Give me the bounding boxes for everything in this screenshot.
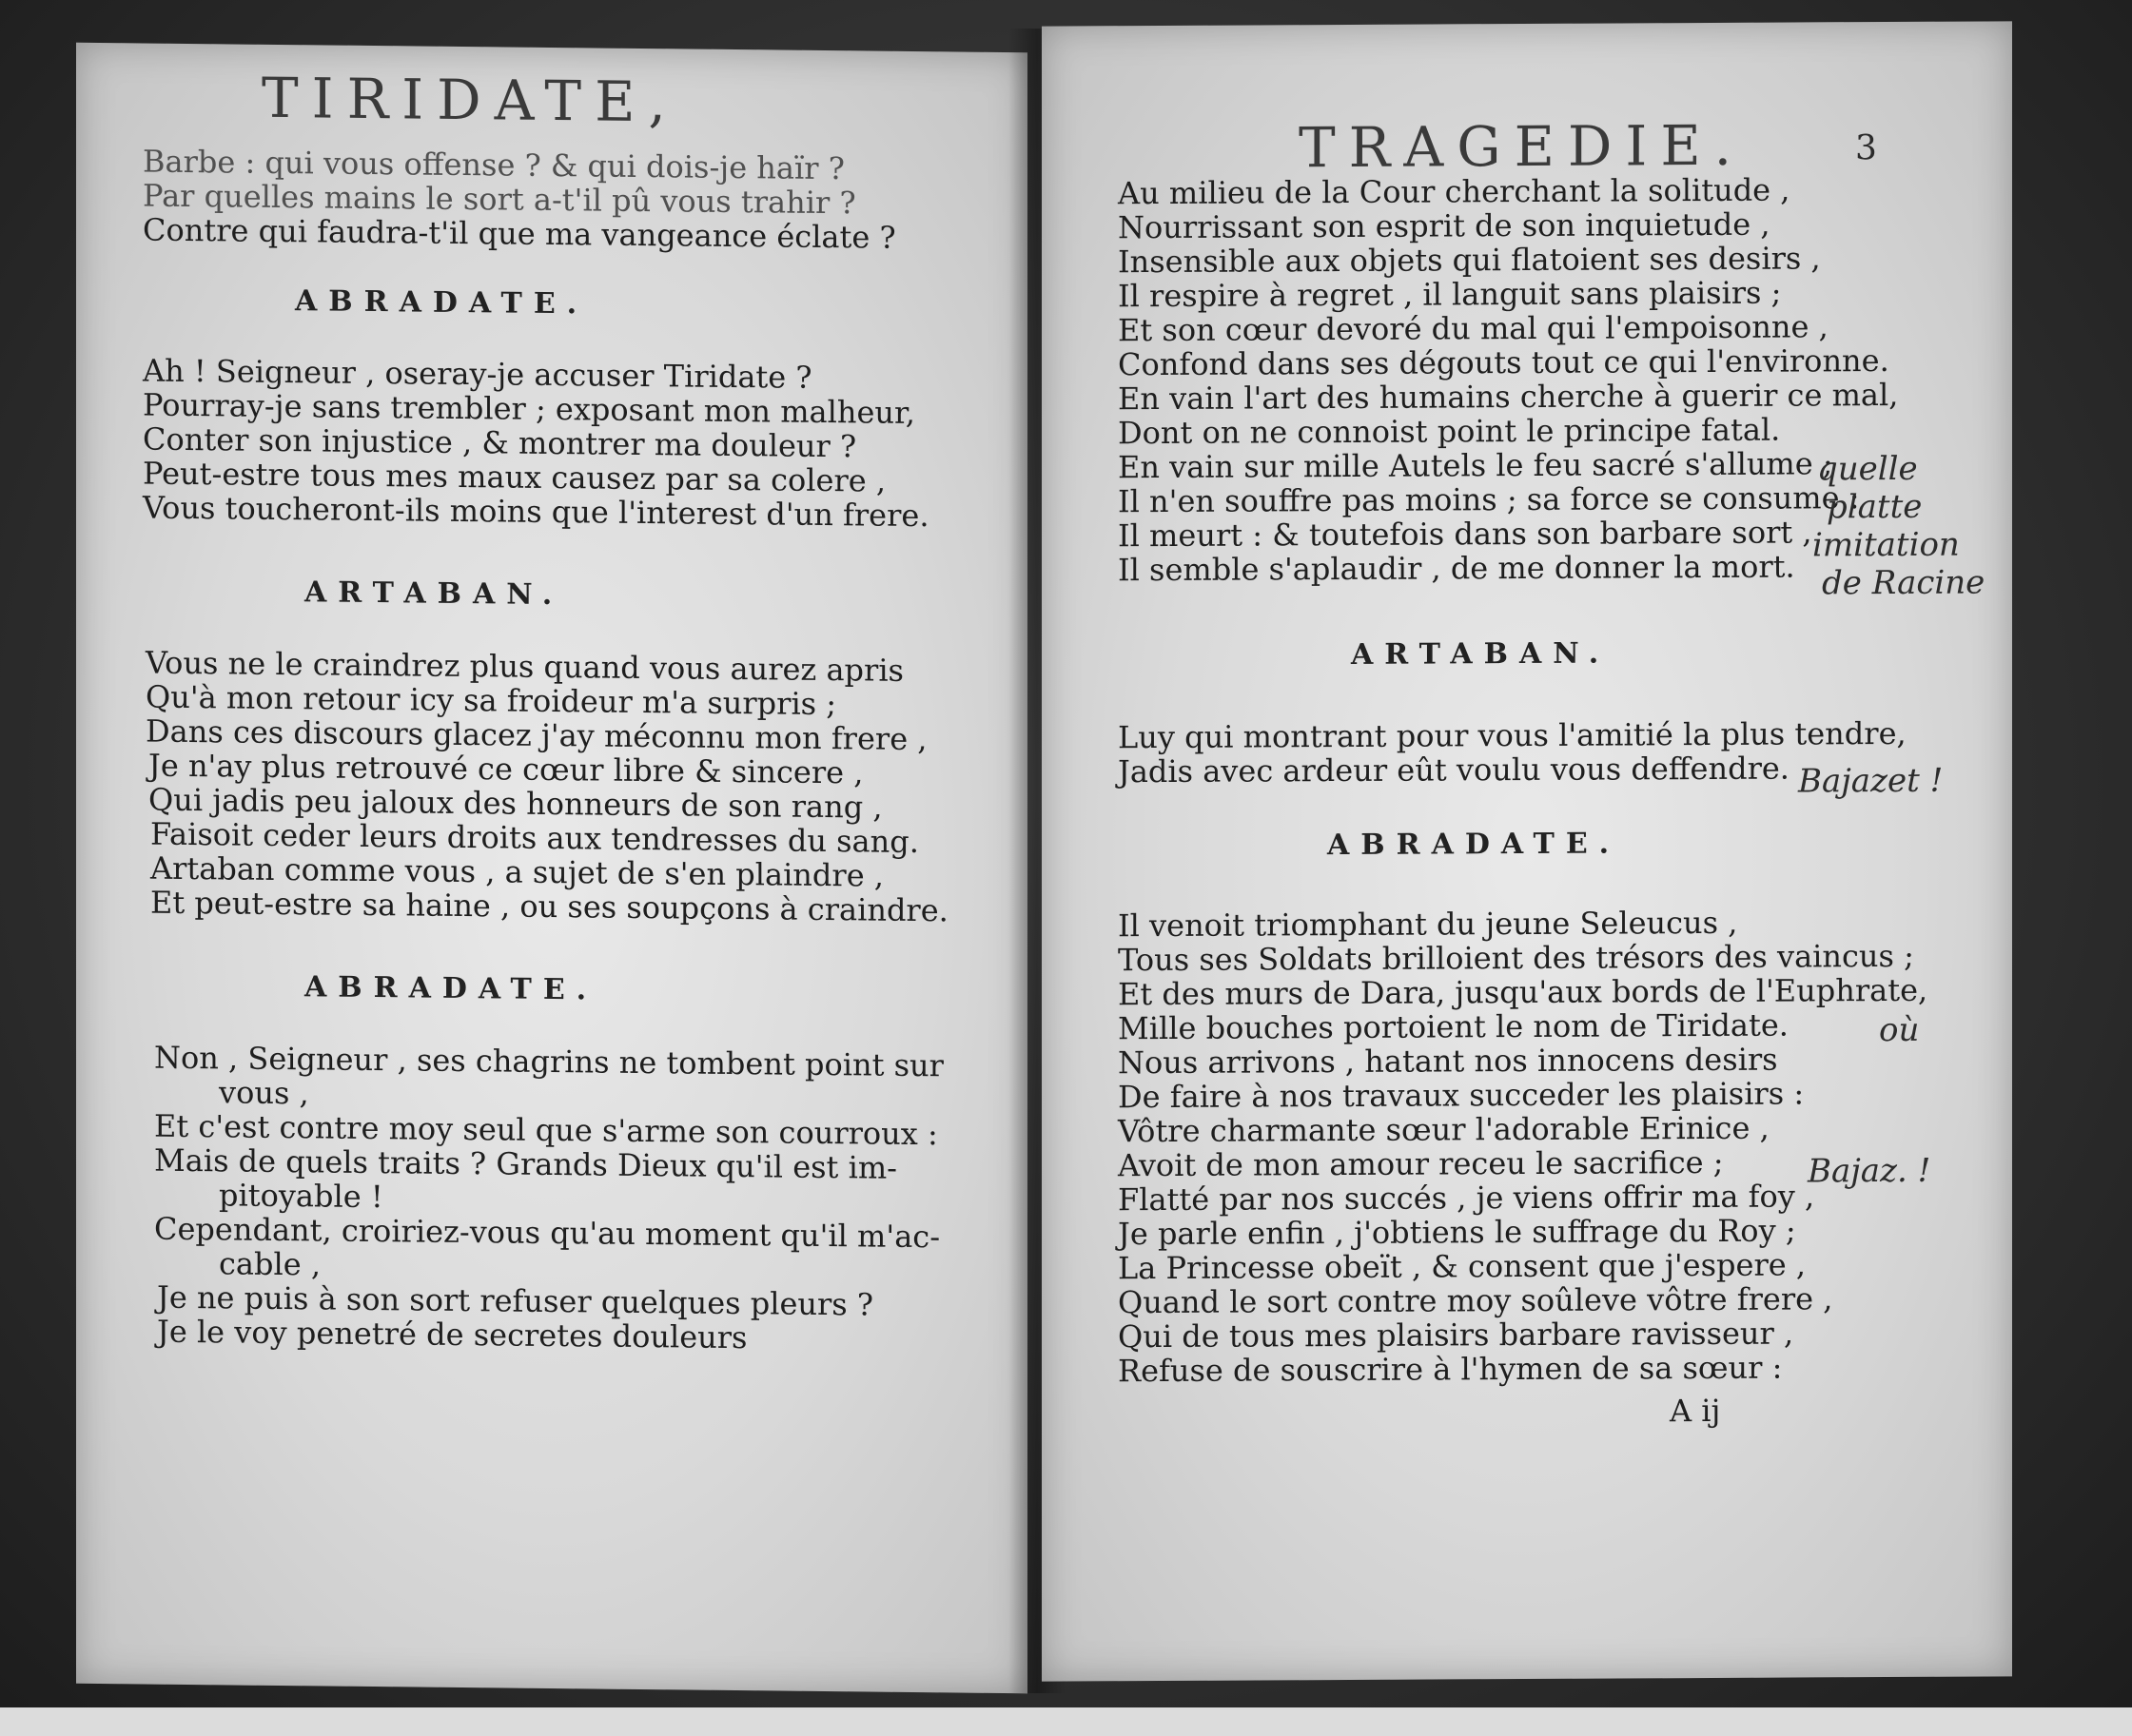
- text-line: Artaban comme vous , a sujet de s'en plaindre ,: [150, 849, 884, 894]
- text-line: Refuse de souscrire à l'hymen de sa sœur :: [1118, 1349, 1783, 1390]
- text-line: En vain sur mille Autels le feu sacré s'allume ;: [1118, 445, 1833, 486]
- text-line: De faire à nos travaux succeder les plaisirs :: [1118, 1075, 1805, 1116]
- text-line: Il respire à regret , il languit sans plaisirs ;: [1118, 274, 1782, 315]
- handwritten-note: imitation: [1812, 525, 1960, 565]
- text-line: Qui jadis peu jaloux des honneurs de son rang ,: [148, 781, 883, 826]
- text-line: Avoit de mon amour receu le sacrifice ;: [1118, 1143, 1724, 1184]
- text-line: Nourrissant son esprit de son inquietude ,: [1118, 205, 1770, 246]
- text-line: Qu'à mon retour icy sa froideur m'a surpris ;: [146, 678, 837, 723]
- text-line: Il meurt : & toutefois dans son barbare sort ,: [1118, 514, 1812, 555]
- left-running-title: TIRIDATE,: [262, 65, 679, 135]
- text-line: Flatté par nos succés , je viens offrir ma foy ,: [1118, 1178, 1815, 1219]
- text-line: Par quelles mains le sort a-t'il pû vous trahir ?: [143, 177, 856, 222]
- page-number: 3: [1855, 128, 1877, 168]
- text-line: Quand le sort contre moy soûleve vôtre frere ,: [1118, 1280, 1833, 1321]
- right-running-title: TRAGEDIE.: [1299, 112, 1746, 181]
- text-line: Jadis avec ardeur eût voulu vous deffendre.: [1118, 750, 1790, 790]
- text-line: Dont on ne connoist point le principe fatal.: [1118, 411, 1781, 452]
- text-line: Vôtre charmante sœur l'adorable Erinice ,: [1118, 1109, 1770, 1150]
- text-line: Mille bouches portoient le nom de Tiridate.: [1118, 1006, 1789, 1047]
- speaker-name: ABRADATE.: [304, 970, 598, 1007]
- text-line: Vous ne le craindrez plus quand vous aurez apris: [146, 644, 904, 689]
- text-line: Il n'en souffre pas moins ; sa force se consume :: [1118, 479, 1860, 520]
- handwritten-note: platte: [1827, 487, 1923, 527]
- text-line: Je le voy penetré de secretes douleurs: [157, 1313, 748, 1356]
- text-line: En vain l'art des humains cherche à guerir ce mal,: [1118, 376, 1899, 418]
- text-line: Il semble s'aplaudir , de me donner la mort.: [1118, 548, 1795, 589]
- text-line: Qui de tous mes plaisirs barbare ravisseur ,: [1118, 1315, 1794, 1356]
- text-line: Cependant, croiriez-vous qu'au moment qu'il m'ac-: [154, 1210, 940, 1256]
- text-line: Faisoit ceder leurs droits aux tendresses du sang.: [150, 815, 919, 861]
- speaker-name: ARTABAN.: [304, 575, 564, 613]
- text-line: Et des murs de Dara, jusqu'aux bords de l'Euphrate,: [1118, 971, 1928, 1013]
- text-line: Dans ces discours glacez j'ay méconnu mon frere ,: [146, 712, 928, 758]
- text-line: Il venoit triomphant du jeune Seleucus ,: [1118, 904, 1738, 945]
- speaker-name: ABRADATE.: [1327, 827, 1621, 863]
- text-line: Mais de quels traits ? Grands Dieux qu'il est im-: [154, 1141, 897, 1186]
- text-line: Tous ses Soldats brilloient des trésors des vaincus ;: [1118, 937, 1914, 979]
- right-page: [1042, 21, 2012, 1681]
- left-page: [76, 43, 1027, 1693]
- text-line: Peut-estre tous mes maux causez par sa colere ,: [143, 455, 887, 499]
- text-line: Non , Seigneur , ses chagrins ne tombent point sur: [154, 1039, 944, 1084]
- handwritten-note: Bajaz. !: [1808, 1151, 1931, 1191]
- text-line: Ah ! Seigneur , oseray-je accuser Tiridate ?: [143, 352, 812, 396]
- text-line: Luy qui montrant pour vous l'amitié la plus tendre,: [1118, 714, 1907, 756]
- text-line: Au milieu de la Cour cherchant la solitude ,: [1118, 171, 1790, 212]
- text-line: Insensible aux objets qui flatoient ses desirs ,: [1118, 240, 1821, 281]
- text-line: Et peut-estre sa haine , ou ses soupçons à craindre.: [150, 884, 949, 929]
- handwritten-note: de Racine: [1822, 563, 1985, 603]
- text-line: Conter son injustice , & montrer ma douleur ?: [143, 420, 857, 465]
- text-line: Nous arrivons , hatant nos innocens desirs: [1118, 1041, 1778, 1082]
- photo-border: [0, 1707, 2132, 1736]
- speaker-name: ABRADATE.: [295, 284, 589, 322]
- text-line: Je parle enfin , j'obtiens le suffrage du Roy ;: [1118, 1212, 1796, 1253]
- text-line: Barbe : qui vous offense ? & qui dois-je haïr ?: [143, 143, 845, 187]
- text-line: Et c'est contre moy seul que s'arme son courroux :: [154, 1107, 938, 1153]
- handwritten-note: Bajazet !: [1798, 761, 1944, 801]
- text-line: vous ,: [219, 1074, 309, 1112]
- text-line: Contre qui faudra-t'il que ma vangeance éclate ?: [143, 211, 896, 256]
- speaker-name: ARTABAN.: [1351, 636, 1611, 672]
- text-line: pitoyable !: [219, 1177, 383, 1216]
- text-line: Je n'ay plus retrouvé ce cœur libre & sincere ,: [148, 747, 864, 791]
- signature-mark: A ij: [1670, 1392, 1721, 1430]
- handwritten-note: quelle: [1817, 449, 1918, 489]
- text-line: Je ne puis à son sort refuser quelques pleurs ?: [157, 1278, 874, 1323]
- handwritten-note: où: [1879, 1010, 1920, 1050]
- text-line: Pourray-je sans trembler ; exposant mon malheur,: [143, 386, 915, 431]
- text-line: Et son cœur devoré du mal qui l'empoisonne ,: [1118, 308, 1829, 349]
- text-line: Vous toucheront-ils moins que l'interest d'un frere.: [143, 489, 929, 535]
- text-line: La Princesse obeït , & consent que j'espere ,: [1118, 1246, 1807, 1287]
- text-line: Confond dans ses dégouts tout ce qui l'environne.: [1118, 342, 1889, 383]
- text-line: cable ,: [219, 1245, 321, 1283]
